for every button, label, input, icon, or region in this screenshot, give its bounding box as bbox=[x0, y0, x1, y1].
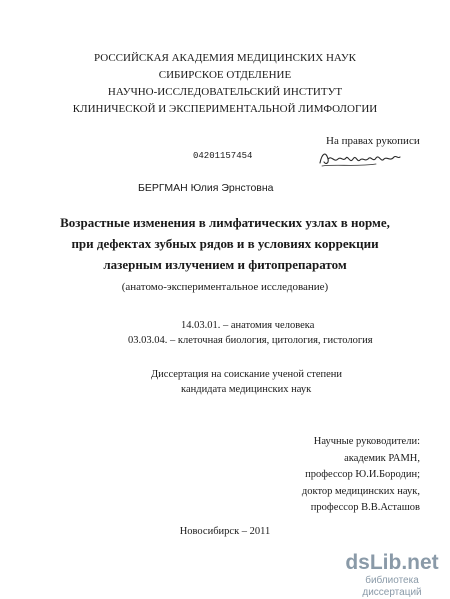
title-line: при дефектах зубных рядов и в условиях коррекции bbox=[71, 236, 379, 251]
supervisor-line: Научные руководители: bbox=[313, 436, 420, 447]
author-name: БЕРГМАН Юлия Эрнстовна bbox=[138, 182, 274, 194]
institution-header bbox=[0, 50, 450, 118]
dissertation-subtitle: (анатомо-экспериментальное исследование) bbox=[121, 281, 329, 293]
specialty-code: 14.03.01. – анатомия человека bbox=[181, 320, 315, 331]
institution-line: КЛИНИЧЕСКОЙ И ЭКСПЕРИМЕНТАЛЬНОЙ ЛИМФОЛОГИИ bbox=[72, 103, 378, 115]
supervisor-line: профессор Ю.И.Бородин; bbox=[305, 469, 420, 480]
manuscript-rights: На правах рукописи bbox=[326, 135, 420, 147]
dslib-watermark bbox=[337, 551, 447, 599]
title-line: лазерным излучением и фитопрепаратом bbox=[103, 257, 347, 272]
institution-line: РОССИЙСКАЯ АКАДЕМИЯ МЕДИЦИНСКИХ НАУК bbox=[94, 52, 356, 64]
watermark-caption: библиотека диссертаций bbox=[362, 575, 422, 598]
degree-line: кандидата медицинских наук bbox=[181, 384, 312, 395]
institution-line: СИБИРСКОЕ ОТДЕЛЕНИЕ bbox=[158, 69, 292, 81]
degree-line: Диссертация на соискание ученой степени bbox=[151, 369, 343, 380]
supervisor-line: академик РАМН, bbox=[344, 452, 420, 464]
watermark-logo: dsLib.net bbox=[345, 551, 439, 574]
city-year: Новосибирск – 2011 bbox=[179, 526, 271, 537]
title-line: Возрастные изменения в лимфатических узлах в норме, bbox=[60, 215, 390, 230]
supervisor-line: профессор В.В.Асташов bbox=[310, 502, 420, 513]
document-code: 04201157454 bbox=[193, 151, 253, 161]
institution-line: НАУЧНО-ИССЛЕДОВАТЕЛЬСКИЙ ИНСТИТУТ bbox=[107, 86, 343, 98]
dissertation-title bbox=[0, 212, 450, 275]
handwritten-signature bbox=[316, 145, 404, 171]
specialty-code: 03.03.04. – клеточная биология, цитология, гистология bbox=[128, 335, 373, 346]
supervisor-line: доктор медицинских наук, bbox=[301, 485, 420, 497]
supervisors-block bbox=[302, 434, 420, 517]
